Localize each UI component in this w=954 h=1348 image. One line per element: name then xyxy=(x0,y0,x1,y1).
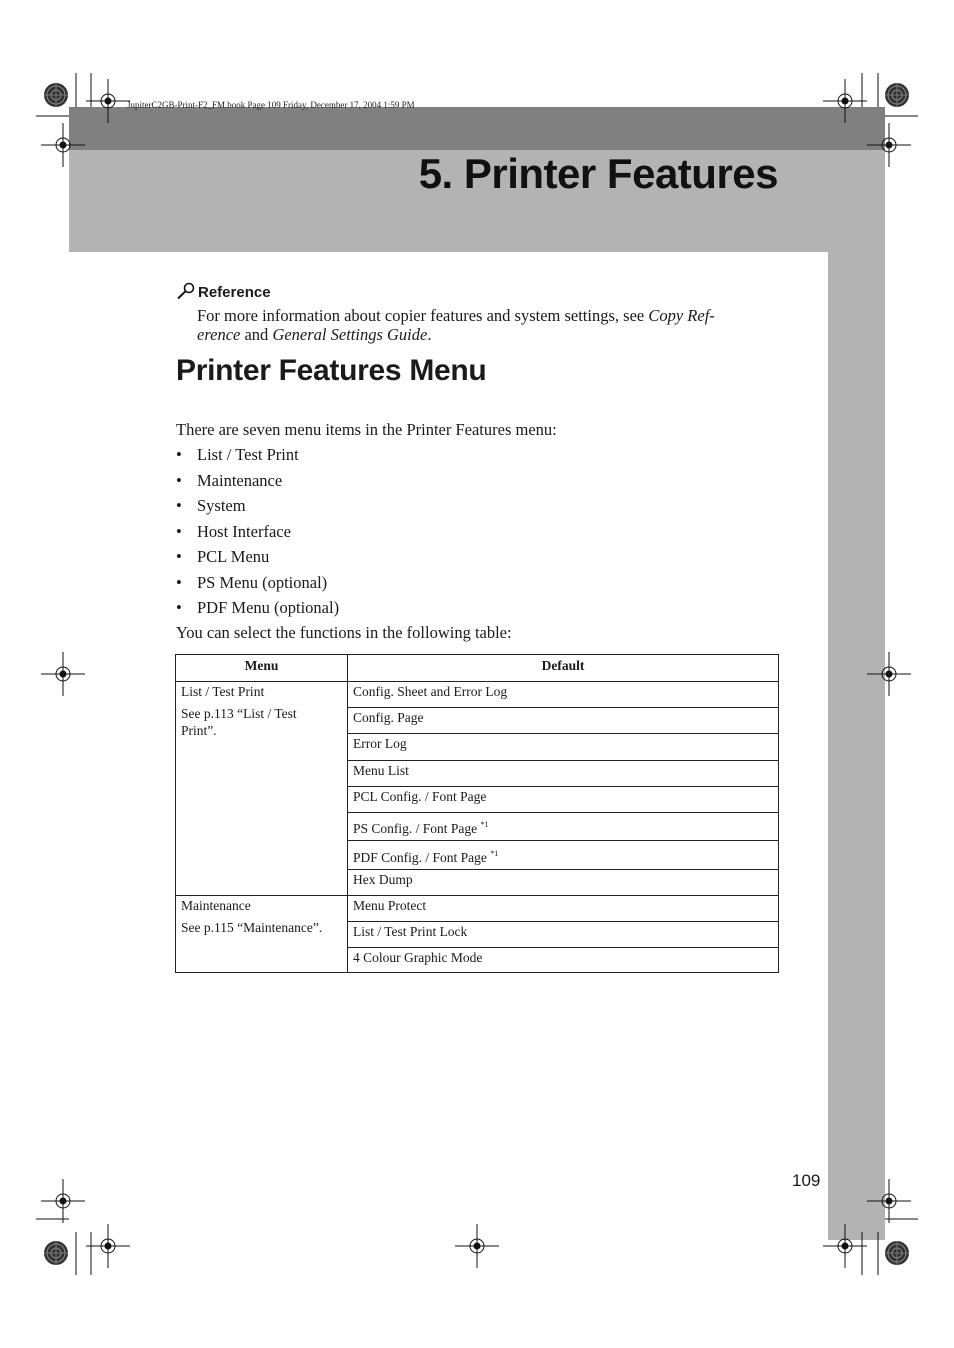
list-item: • PDF Menu (optional) xyxy=(176,598,340,617)
table-cell: List / Test Print Lock xyxy=(353,924,468,939)
list-item: • Maintenance xyxy=(176,470,283,490)
crosshair-mark xyxy=(41,123,85,167)
crosshair-mark xyxy=(41,652,85,696)
crosshair-mark xyxy=(41,1179,85,1223)
reference-text-end: . xyxy=(427,325,432,344)
menu-cell-maintenance: Maintenance xyxy=(181,898,251,913)
see-reference-cont: Print”. xyxy=(181,723,217,738)
table-intro-text: You can select the functions in the following table: xyxy=(176,623,512,642)
table-cell: PCL Config. / Font Page xyxy=(353,789,487,804)
general-settings-title: General Settings Guide xyxy=(272,325,428,344)
crosshair-mark xyxy=(86,79,130,123)
crosshair-mark xyxy=(86,1224,130,1268)
column-header-menu: Menu xyxy=(244,658,279,673)
list-item: • List / Test Print xyxy=(176,445,299,464)
table-cell: Menu List xyxy=(353,763,409,778)
see-reference: See p.113 “List / Test xyxy=(181,706,297,721)
list-item: • PCL Menu xyxy=(176,547,270,566)
table-cell: Hex Dump xyxy=(353,872,413,887)
reference-text-and: and xyxy=(240,325,273,344)
copy-reference-title: Copy Ref- xyxy=(648,306,715,325)
crosshair-mark xyxy=(823,79,867,123)
crop-lines xyxy=(36,73,918,1275)
crosshair-mark xyxy=(455,1224,499,1268)
crosshair-mark xyxy=(867,652,911,696)
registration-target xyxy=(885,83,909,107)
list-item: • Host Interface xyxy=(176,521,291,541)
chapter-title: 5. Printer Features xyxy=(418,150,778,197)
list-item: • PS Menu (optional) xyxy=(176,572,328,592)
crosshair-mark xyxy=(867,1179,911,1223)
footnote-mark: *1 xyxy=(480,820,489,829)
table-cell: Config. Page xyxy=(353,710,424,725)
crosshair-mark xyxy=(823,1224,867,1268)
column-header-default: Default xyxy=(541,658,585,673)
registration-target xyxy=(885,1241,909,1265)
file-info-header: JupiterC2GB-Print-F2_FM.book Page 109 Friday, December 17, 2004 1:59 PM xyxy=(127,100,415,110)
intro-text: There are seven menu items in the Printer Features menu: xyxy=(176,420,557,439)
reference-label: Reference xyxy=(198,284,271,301)
table-cell: PS Config. / Font Page $^{*1}$ xyxy=(353,820,489,836)
copy-reference-title-cont: erence xyxy=(197,325,241,344)
registration-target xyxy=(44,1241,68,1265)
table-cell: Menu Protect xyxy=(353,898,427,913)
table-cell: Error Log xyxy=(353,736,407,751)
reference-text-start: For more information about copier features and system settings, see xyxy=(197,306,649,325)
page-number: 109 xyxy=(792,1171,821,1190)
table-cell: PDF Config. / Font Page $^{*1}$ xyxy=(353,849,499,865)
see-reference: See p.115 “Maintenance”. xyxy=(181,920,323,935)
table-cell: 4 Colour Graphic Mode xyxy=(353,950,483,965)
registration-target xyxy=(44,83,68,107)
footnote-mark: *1 xyxy=(490,849,499,858)
menu-cell-list-test-print: List / Test Print xyxy=(181,684,265,699)
crosshair-mark xyxy=(867,123,911,167)
section-title: Printer Features Menu xyxy=(176,354,487,387)
list-item: • System xyxy=(176,496,246,515)
table-cell: Config. Sheet and Error Log xyxy=(353,684,508,699)
